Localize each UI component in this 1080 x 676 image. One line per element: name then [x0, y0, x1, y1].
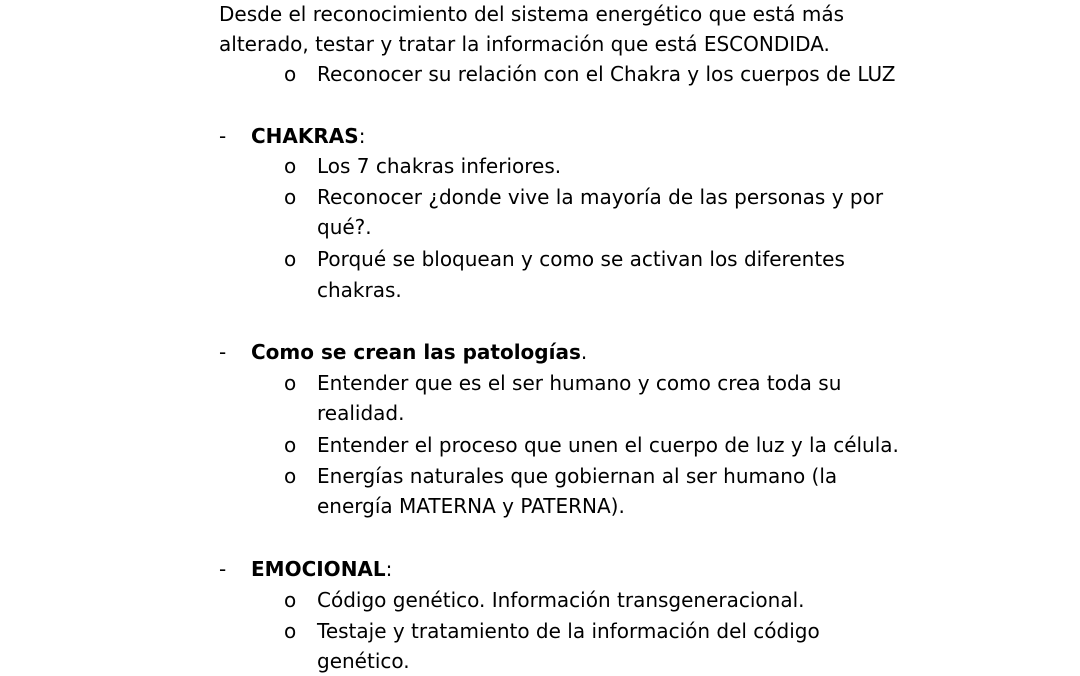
- section-heading-suffix: :: [385, 557, 393, 581]
- intro-line-1: Desde el reconocimiento del sistema energético que está más: [219, 2, 845, 26]
- list-item: Energías naturales que gobiernan al ser humano (la: [317, 464, 838, 488]
- list-item: Reconocer ¿donde vive la mayoría de las personas y por: [317, 185, 884, 209]
- list-item: Código genético. Información transgeneracional.: [317, 588, 805, 612]
- list-item: Testaje y tratamiento de la información del código: [317, 619, 820, 643]
- sub-bullet: o: [284, 588, 297, 612]
- sub-bullet: o: [284, 154, 297, 178]
- sub-bullet: o: [284, 247, 297, 271]
- list-item: Entender que es el ser humano y como crea toda su: [317, 371, 842, 395]
- list-item: Los 7 chakras inferiores.: [317, 154, 562, 178]
- sub-bullet: o: [284, 62, 297, 86]
- sub-bullet: o: [284, 619, 297, 643]
- section-heading-patologias: [251, 337, 587, 367]
- section-heading-chakras: [251, 121, 365, 151]
- intro-sub-item: Reconocer su relación con el Chakra y los cuerpos de LUZ: [317, 62, 896, 86]
- sub-bullet: o: [284, 185, 297, 209]
- list-item-continuation: genético.: [317, 649, 410, 673]
- section-dash: -: [219, 340, 227, 364]
- section-dash: -: [219, 124, 227, 148]
- section-heading-emocional: [251, 554, 392, 584]
- section-heading-text: Como se crean las patologías: [251, 340, 581, 364]
- section-heading-text: EMOCIONAL: [251, 557, 386, 581]
- sub-bullet: o: [284, 464, 297, 488]
- section-heading-suffix: :: [358, 124, 366, 148]
- section-heading-suffix: .: [580, 340, 588, 364]
- list-item-continuation: qué?.: [317, 215, 372, 239]
- list-item: Porqué se bloquean y como se activan los diferentes: [317, 247, 845, 271]
- list-item-continuation: realidad.: [317, 401, 405, 425]
- list-item-continuation: energía MATERNA y PATERNA).: [317, 494, 625, 518]
- list-item: Entender el proceso que unen el cuerpo de luz y la célula.: [317, 433, 899, 457]
- list-item-continuation: chakras.: [317, 278, 402, 302]
- section-dash: -: [219, 557, 227, 581]
- section-heading-text: CHAKRAS: [251, 124, 359, 148]
- sub-bullet: o: [284, 371, 297, 395]
- intro-line-2: alterado, testar y tratar la información que está ESCONDIDA.: [219, 32, 830, 56]
- sub-bullet: o: [284, 433, 297, 457]
